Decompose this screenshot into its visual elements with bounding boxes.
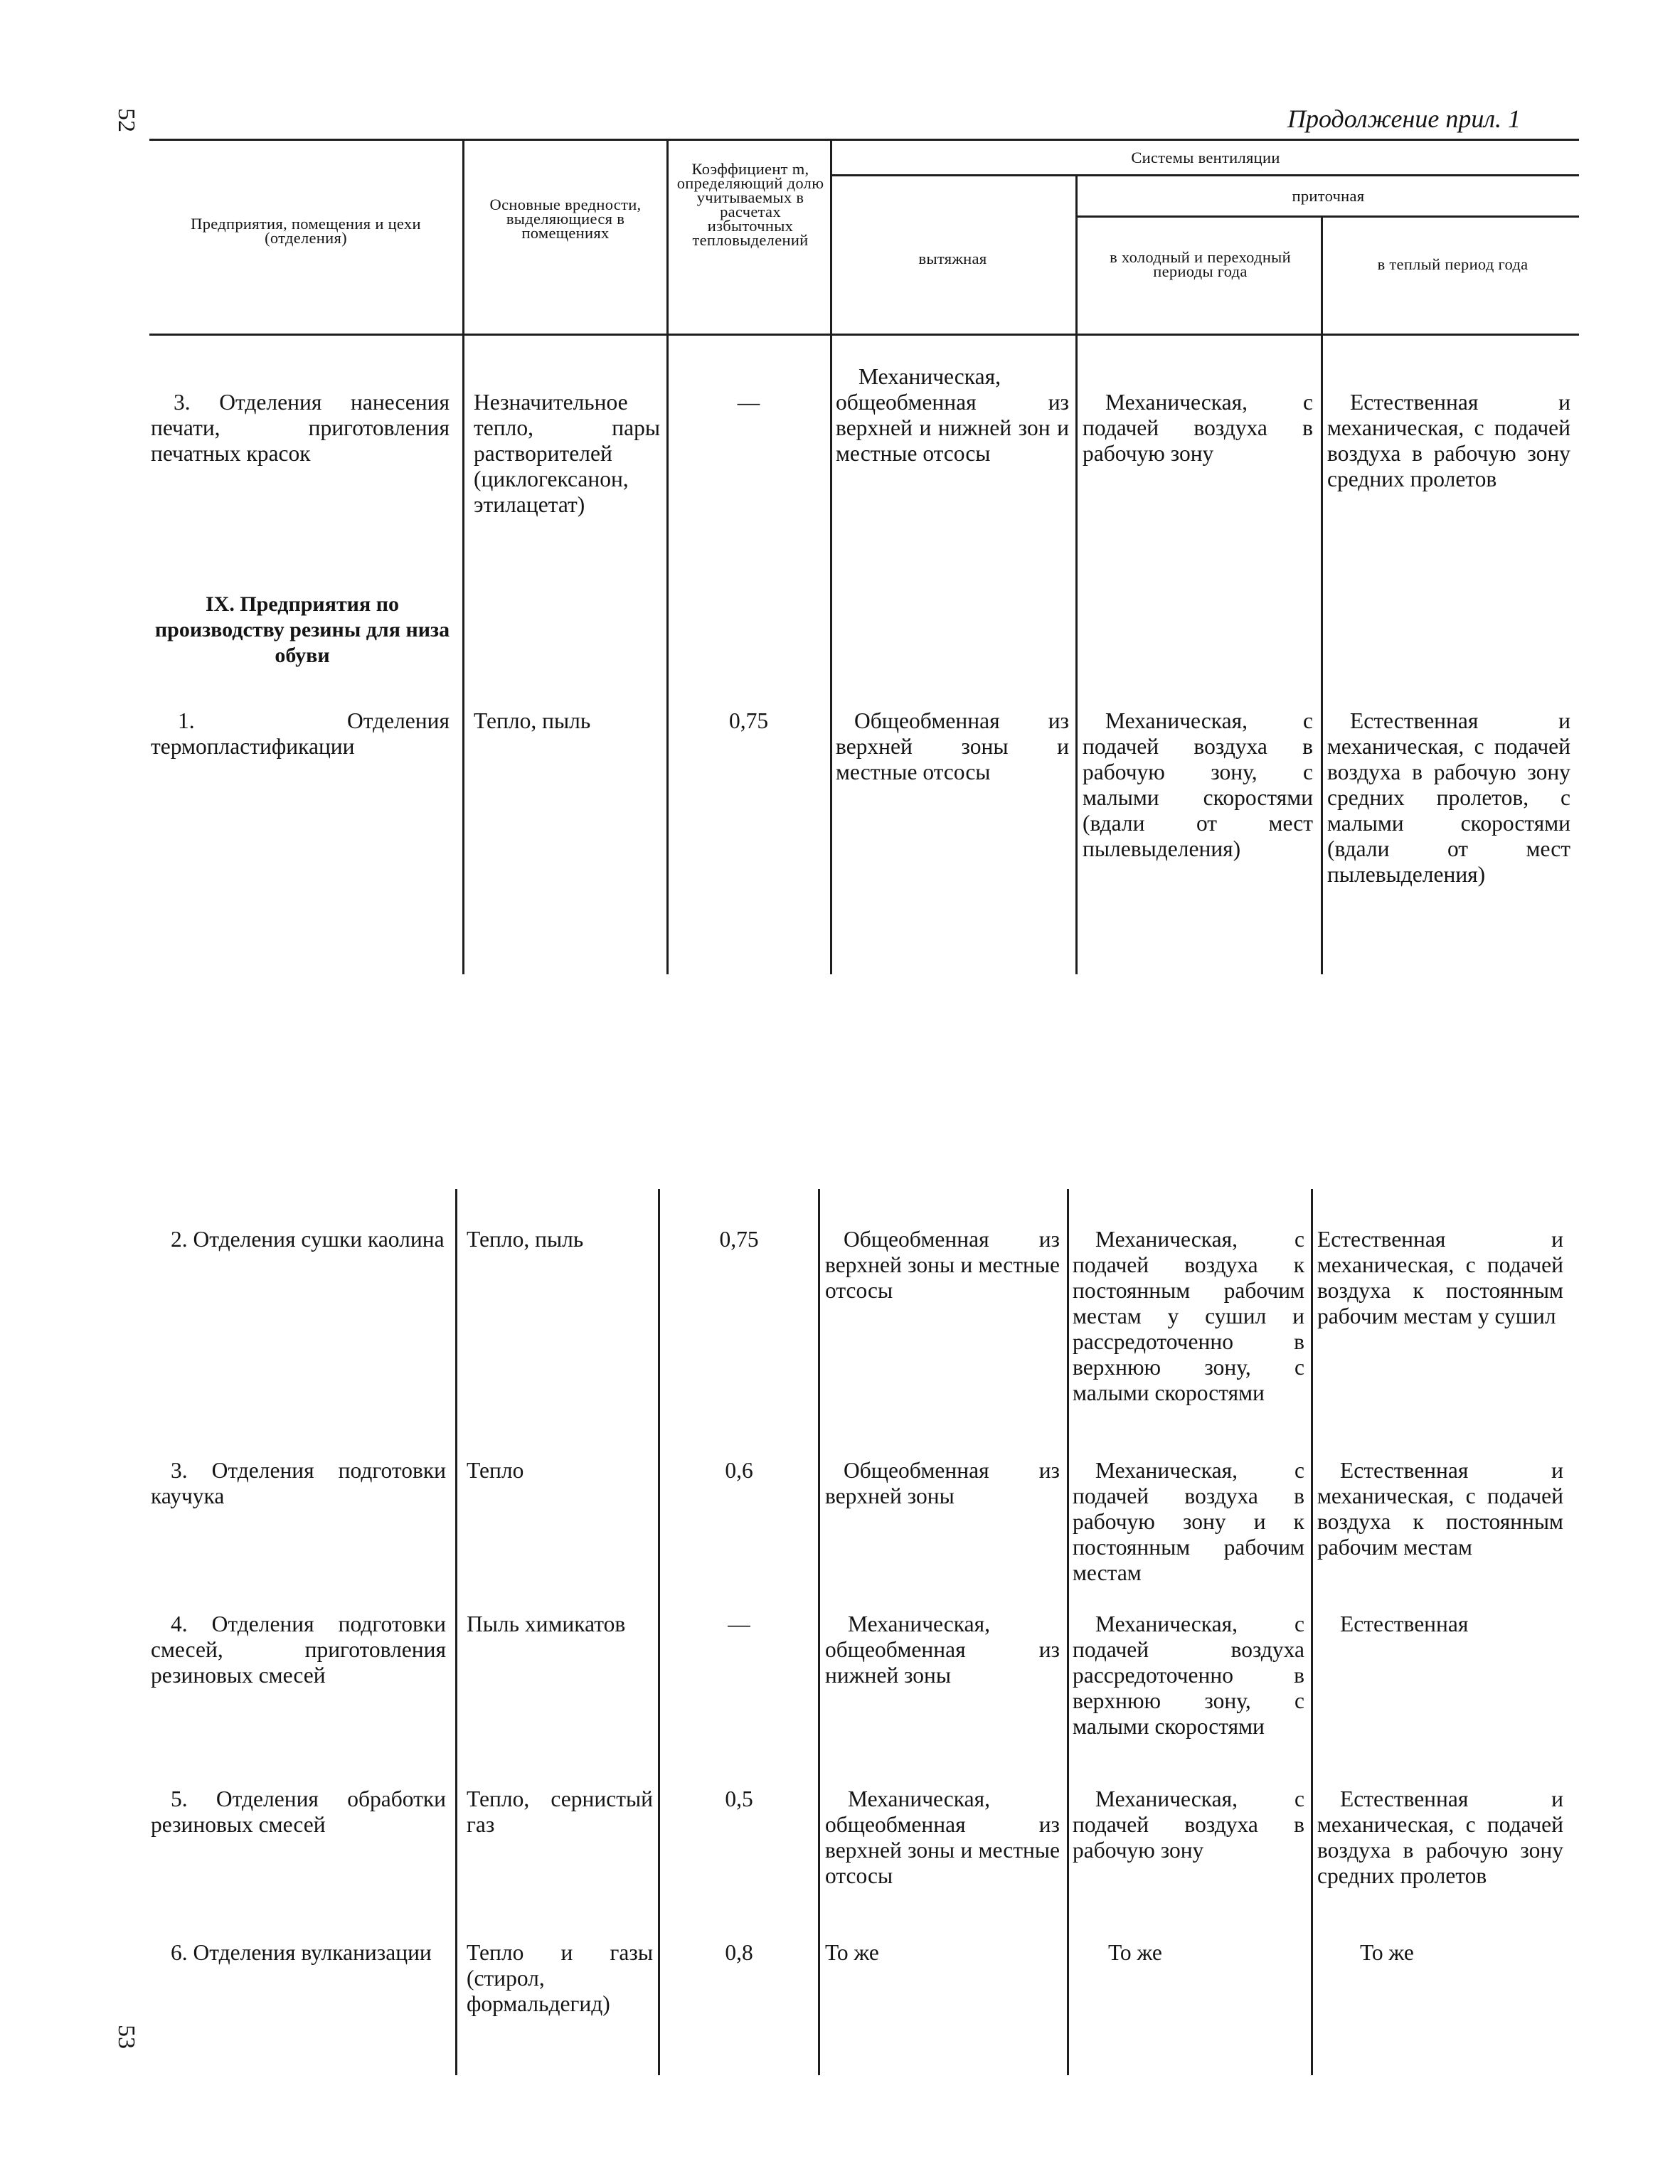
upper-divider-2 [666,336,669,974]
row-thermoplast-cold: Механическая, с подачей воздуха в рабочую зону, с малыми скоростями (вдали от мест пылевыделения) [1083,708,1313,861]
row-rubber-prep-harm: Тепло [467,1458,524,1483]
header-top-rule [149,139,1579,141]
row-vulcanization-harm: Тепло и газы (стирол, формальдегид) [467,1940,653,2016]
row-printing-exhaust: Механическая, общеобменная из верхней и нижней зон и местные отсосы [836,364,1069,466]
row-printing-name: 3. Отделения нанесения печати, приготовления печатных красок [151,390,450,466]
row-vulcanization-cold: То же [1108,1940,1162,1965]
row-thermoplast-warm: Естественная и механическая, с подачей воздуха в рабочую зону средних пролетов, с малыми скоростями (вдали от мест пылевыделения) [1327,708,1570,887]
row-printing-harm: Незначительное тепло, пары растворителей (циклогексанон, этилацетат) [474,390,660,517]
row-mix-prep-cold: Механическая, с подачей воздуха рассредоточенно в верхнюю зону, с малыми скоростями [1073,1612,1304,1739]
row-rubber-prep-exhaust: Общеобменная из верхней зоны [825,1458,1060,1508]
row-printing-cold: Механическая, с подачей воздуха в рабочую зону [1083,390,1313,466]
page-number-bottom: 53 [113,2025,139,2049]
page-number-top: 52 [113,108,139,132]
header-cold-period: в холодный и переходный периоды года [1110,248,1291,280]
header-divider-5 [1321,218,1323,334]
row-mix-processing-exhaust: Механическая, общеобменная из верхней зоны и местные отсосы [825,1786,1060,1888]
row-rubber-prep-name: 3. Отделения подготовки каучука [151,1458,446,1508]
row-thermoplast-name: 1. Отделения термопластификации [151,708,450,759]
row-kaolin-exhaust: Общеобменная из верхней зоны и местные отсосы [825,1227,1060,1303]
row-vulcanization-warm: То же [1360,1940,1414,1965]
upper-divider-1 [462,336,464,974]
row-mix-processing-harm: Тепло, сернистый газ [467,1786,653,1837]
row-printing-warm: Естественная и механическая, с подачей воздуха в рабочую зону средних пролетов [1327,390,1570,491]
row-mix-prep-coef: — [728,1612,750,1636]
upper-divider-5 [1321,336,1323,974]
row-kaolin-harm: Тепло, пыль [467,1227,584,1252]
row-mix-processing-name: 5. Отделения обработки резиновых смесей [151,1786,446,1837]
header-bottom-rule [149,334,1579,336]
continuation-note: Продолжение прил. 1 [1287,105,1521,133]
row-mix-prep-warm: Естественная [1340,1612,1469,1636]
row-thermoplast-exhaust: Общеобменная из верхней зоны и местные отсосы [836,708,1069,784]
lower-divider-3 [818,1189,820,2075]
row-thermoplast-coef: 0,75 [728,708,769,733]
row-kaolin-warm: Естественная и механическая, с подачей воздуха к постоянным рабочим местам у сушил [1317,1227,1563,1328]
row-thermoplast-harm: Тепло, пыль [474,708,591,733]
row-mix-processing-cold: Механическая, с подачей воздуха в рабочую зону [1073,1786,1304,1863]
lower-divider-2 [658,1189,660,2075]
systems-rule [831,174,1579,176]
supply-rule [1075,215,1579,218]
row-vulcanization-exhaust: То же [825,1940,879,1965]
row-vulcanization-coef: 0,8 [725,1940,753,1965]
header-divider-2 [666,141,669,334]
row-printing-coef: — [737,390,760,415]
row-kaolin-name: 2. Отделения сушки каолина [171,1227,445,1252]
row-mix-prep-harm: Пыль химикатов [467,1612,626,1636]
row-kaolin-coef: 0,75 [719,1227,759,1252]
row-mix-processing-coef: 0,5 [725,1786,753,1811]
row-kaolin-cold: Механическая, с подачей воздуха к постоянным рабочим местам у сушил и рассредоточенно в верхнюю зону, с малыми скоростями [1073,1227,1304,1405]
row-mix-prep-exhaust: Механическая, общеобменная из нижней зоны [825,1612,1060,1688]
header-warm-period: в теплый период года [1377,255,1529,273]
row-vulcanization-name: 6. Отделения вулканизации [171,1940,432,1965]
lower-divider-1 [455,1189,457,2075]
header-supply: приточная [1292,187,1365,205]
row-mix-prep-name: 4. Отделения подготовки смесей, приготовления резиновых смесей [151,1612,446,1688]
header-enterprises: Предприятия, помещения и цехи (отделения) [191,215,421,247]
header-coefficient: Коэффициент m, определяющий долю учитываемых в расчетах избыточных тепловыделений [676,160,824,249]
header-systems: Системы вентиляции [1131,149,1280,166]
header-divider-1 [462,141,464,334]
lower-divider-5 [1311,1189,1313,2075]
lower-divider-4 [1067,1189,1069,2075]
row-rubber-prep-warm: Естественная и механическая, с подачей воздуха к постоянным рабочим местам [1317,1458,1563,1560]
section-ix-heading: IX. Предприятия по производству резины для низа обуви [154,592,450,667]
header-divider-3 [830,141,832,334]
row-rubber-prep-cold: Механическая, с подачей воздуха в рабочую зону и к постоянным рабочим местам [1073,1458,1304,1585]
row-rubber-prep-coef: 0,6 [725,1458,753,1483]
header-harms: Основные вредности, выделяющиеся в помещениях [489,196,642,242]
upper-divider-3 [830,336,832,974]
upper-divider-4 [1075,336,1078,974]
header-exhaust: вытяжная [918,250,987,267]
row-mix-processing-warm: Естественная и механическая, с подачей воздуха в рабочую зону средних пролетов [1317,1786,1563,1888]
